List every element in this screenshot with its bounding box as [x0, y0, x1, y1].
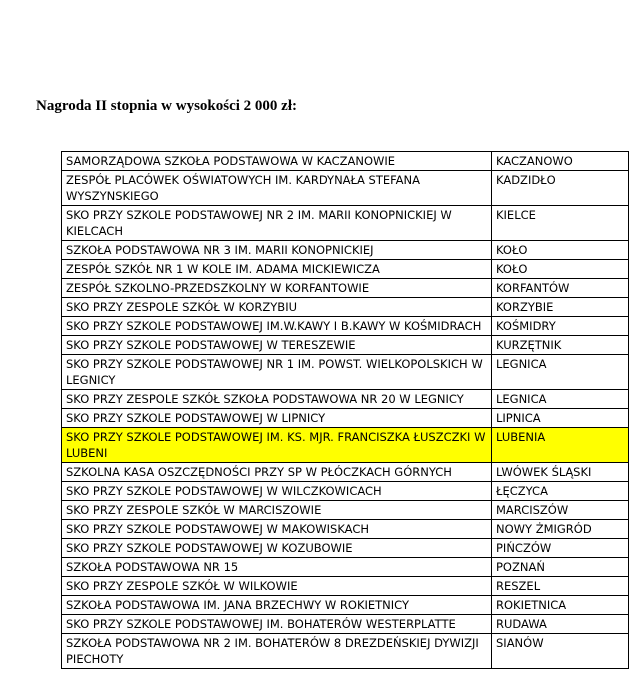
school-name-cell: ZESPÓŁ SZKÓŁ NR 1 W KOLE IM. ADAMA MICKIEWICZA — [62, 260, 492, 279]
school-name-cell: SKO PRZY SZKOLE PODSTAWOWEJ W TERESZEWIE — [62, 336, 492, 355]
section-heading: Nagroda II stopnia w wysokości 2 000 zł: — [36, 98, 297, 114]
table-row — [62, 279, 629, 298]
city-cell: ROKIETNICA — [492, 596, 629, 615]
school-name-cell: SKO PRZY ZESPOLE SZKÓŁ W WILKOWIE — [62, 577, 492, 596]
city-cell: KOŚMIDRY — [492, 317, 629, 336]
table-row — [62, 336, 629, 355]
city-cell: LWÓWEK ŚLĄSKI — [492, 463, 629, 482]
awards-table — [61, 151, 629, 669]
school-name-cell: SAMORZĄDOWA SZKOŁA PODSTAWOWA W KACZANOWIE — [62, 152, 492, 171]
city-cell: RESZEL — [492, 577, 629, 596]
city-cell: KORFANTÓW — [492, 279, 629, 298]
awards-table-body — [62, 152, 629, 669]
school-name-cell: ZESPÓŁ SZKOLNO-PRZEDSZKOLNY W KORFANTOWIE — [62, 279, 492, 298]
city-cell: LIPNICA — [492, 409, 629, 428]
table-row — [62, 298, 629, 317]
city-cell: KURZĘTNIK — [492, 336, 629, 355]
school-name-cell: SKO PRZY SZKOLE PODSTAWOWEJ W KOZUBOWIE — [62, 539, 492, 558]
city-cell: KADZIDŁO — [492, 171, 629, 206]
school-name-cell: SKO PRZY SZKOLE PODSTAWOWEJ IM. KS. MJR. FRANCISZKA ŁUSZCZKI W LUBENI — [62, 428, 492, 463]
table-row — [62, 241, 629, 260]
table-row — [62, 539, 629, 558]
city-cell: RUDAWA — [492, 615, 629, 634]
city-cell: ŁĘCZYCA — [492, 482, 629, 501]
table-row — [62, 577, 629, 596]
table-row — [62, 317, 629, 336]
city-cell: LUBENIA — [492, 428, 629, 463]
school-name-cell: SZKOŁA PODSTAWOWA NR 15 — [62, 558, 492, 577]
school-name-cell: SKO PRZY ZESPOLE SZKÓŁ W MARCISZOWIE — [62, 501, 492, 520]
city-cell: KOŁO — [492, 241, 629, 260]
table-row — [62, 171, 629, 206]
city-cell: LEGNICA — [492, 355, 629, 390]
table-row-highlighted — [62, 428, 629, 463]
table-row — [62, 558, 629, 577]
school-name-cell: SZKOLNA KASA OSZCZĘDNOŚCI PRZY SP W PŁÓCZKACH GÓRNYCH — [62, 463, 492, 482]
table-row — [62, 409, 629, 428]
school-name-cell: SKO PRZY SZKOLE PODSTAWOWEJ W WILCZKOWICACH — [62, 482, 492, 501]
table-row — [62, 634, 629, 669]
table-row — [62, 463, 629, 482]
school-name-cell: SKO PRZY ZESPOLE SZKÓŁ W KORZYBIU — [62, 298, 492, 317]
city-cell: LEGNICA — [492, 390, 629, 409]
school-name-cell: SKO PRZY SZKOLE PODSTAWOWEJ W LIPNICY — [62, 409, 492, 428]
city-cell: KORZYBIE — [492, 298, 629, 317]
school-name-cell: SZKOŁA PODSTAWOWA IM. JANA BRZECHWY W ROKIETNICY — [62, 596, 492, 615]
city-cell: KOŁO — [492, 260, 629, 279]
school-name-cell: SKO PRZY SZKOLE PODSTAWOWEJ W MAKOWISKACH — [62, 520, 492, 539]
city-cell: MARCISZÓW — [492, 501, 629, 520]
city-cell: NOWY ŻMIGRÓD — [492, 520, 629, 539]
city-cell: POZNAŃ — [492, 558, 629, 577]
table-row — [62, 206, 629, 241]
table-row — [62, 482, 629, 501]
school-name-cell: SKO PRZY SZKOLE PODSTAWOWEJ IM.W.KAWY I B.KAWY W KOŚMIDRACH — [62, 317, 492, 336]
table-row — [62, 152, 629, 171]
table-row — [62, 501, 629, 520]
city-cell: PIŃCZÓW — [492, 539, 629, 558]
school-name-cell: SKO PRZY SZKOLE PODSTAWOWEJ NR 1 IM. POWST. WIELKOPOLSKICH W LEGNICY — [62, 355, 492, 390]
table-row — [62, 615, 629, 634]
city-cell: KACZANOWO — [492, 152, 629, 171]
school-name-cell: SZKOŁA PODSTAWOWA NR 3 IM. MARII KONOPNICKIEJ — [62, 241, 492, 260]
school-name-cell: SZKOŁA PODSTAWOWA NR 2 IM. BOHATERÓW 8 DREZDEŃSKIEJ DYWIZJI PIECHOTY — [62, 634, 492, 669]
school-name-cell: SKO PRZY SZKOLE PODSTAWOWEJ NR 2 IM. MARII KONOPNICKIEJ W KIELCACH — [62, 206, 492, 241]
school-name-cell: SKO PRZY SZKOLE PODSTAWOWEJ IM. BOHATERÓW WESTERPLATTE — [62, 615, 492, 634]
table-row — [62, 355, 629, 390]
school-name-cell: ZESPÓŁ PLACÓWEK OŚWIATOWYCH IM. KARDYNAŁA STEFANA WYSZYNSKIEGO — [62, 171, 492, 206]
city-cell: SIANÓW — [492, 634, 629, 669]
school-name-cell: SKO PRZY ZESPOLE SZKÓŁ SZKOŁA PODSTAWOWA NR 20 W LEGNICY — [62, 390, 492, 409]
table-row — [62, 260, 629, 279]
city-cell: KIELCE — [492, 206, 629, 241]
table-row — [62, 390, 629, 409]
table-row — [62, 520, 629, 539]
table-row — [62, 596, 629, 615]
